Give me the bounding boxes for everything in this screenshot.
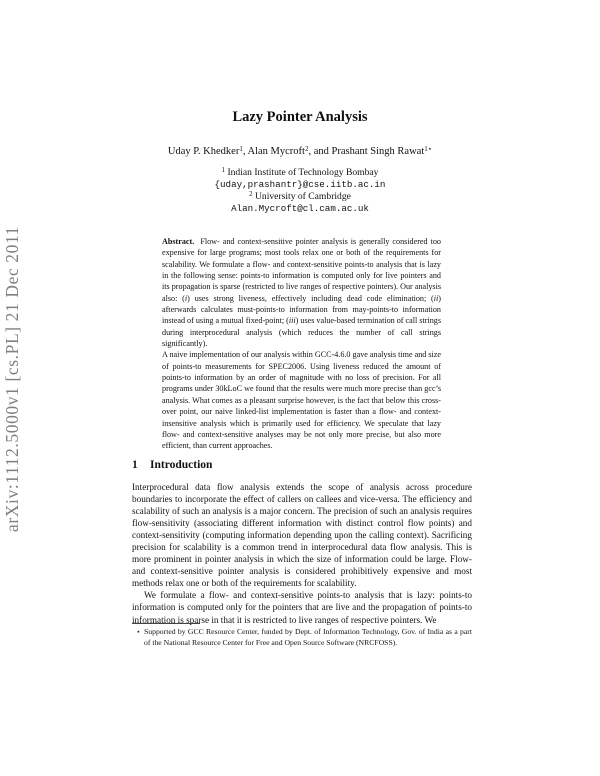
abstract-enum-iii: iii [288, 316, 296, 326]
section-heading-introduction [132, 459, 212, 471]
author-khedker-affil-mark: 1 [239, 145, 243, 153]
author-mycroft-affil-mark: 2 [304, 145, 309, 153]
email-cambridge: Alan.Mycroft@cl.cam.ac.uk [231, 203, 369, 214]
footnote-text: Supported by GCC Resource Center, funded by Dept. of Information Technology, Gov. of India as a part of the National Resource Center for Free and Open Source Software (NRCFOSS). [144, 627, 472, 647]
affiliation-iit-bombay [0, 167, 600, 178]
body-paragraph-1: Interprocedural data flow analysis extends the scope of analysis across procedure boundaries to incorporate the effect of callers on callees and vice-versa. The efficiency and scalability of such an analysis is a major concern. The precision of such an analysis requires flow-sensitivity (associating different information with distinct control flow points) and context-sensitivity (computing information depending upon the calling context). Sacrificing precision for scalability is a common trend in interprocedural data flow analysis. This is more prominent in pointer analysis in which the size of information could be large. Flow- and context-sensitive pointer analysis is considered prohibitively expensive and most methods relax one or both of the requirements for scalability. [132, 482, 472, 589]
abstract-text: ) uses strong liveness, effectively including dead code elimination; ( [187, 293, 434, 303]
author-list [0, 146, 600, 157]
section-title: Introduction [150, 459, 213, 471]
affiliation-1-name: Indian Institute of Technology Bombay [227, 167, 379, 178]
abstract-text: ) uses value-based termination of call strings during interprocedural analysis (which reduces the number of call strings significantly). [162, 316, 441, 349]
affiliation-1-mark: 1 [221, 166, 226, 174]
author-mycroft: , Alan Mycroft [242, 146, 305, 157]
email-iit-bombay: {uday,prashantr}@cse.iitb.ac.in [214, 179, 386, 190]
footnote [132, 627, 472, 648]
arxiv-identifier-stamp: arXiv:1112.5000v1 [cs.PL] 21 Dec 2011 [2, 225, 22, 532]
introduction-body [132, 481, 472, 626]
abstract-text: ) afterwards calculates must-points-to information from may-points-to information instead of using a mutual fixed-point; ( [162, 293, 441, 326]
abstract-enum-ii: ii [433, 293, 439, 303]
abstract-text: Flow- and context-sensitive pointer analysis is generally considered too expensive for large programs; most tools relax one or both of the requirements for scalability. We formulate a flow- and context-sensitive points-to analysis that is lazy in the following sense: points-to information is computed only for live pointers and its propagation is sparse (restricted to live ranges of respective pointers). Our analysis also: ( [162, 237, 441, 303]
author-rawat: , and Prashant Singh Rawat [308, 146, 425, 157]
author-rawat-affil-mark: 1⋆ [424, 145, 433, 153]
affiliation-cambridge [0, 191, 600, 202]
author-khedker: Uday P. Khedker [167, 146, 240, 157]
abstract-enum-i: i [184, 293, 188, 303]
footnote-mark: ⋆ [136, 627, 141, 636]
paper-title: Lazy Pointer Analysis [232, 109, 368, 125]
section-number: 1 [132, 459, 138, 471]
affiliation-2-name: University of Cambridge [254, 191, 351, 202]
abstract-paragraph-1 [162, 236, 441, 349]
abstract-paragraph-2: A naive implementation of our analysis within GCC-4.6.0 gave analysis time and size of points-to measurements for SPEC2006. Using liveness reduced the amount of points-to information by an order of magnitude with no loss of precision. For all programs under 30kLoC we found that the results were much more precise than gcc’s analysis. What comes as a pleasant surprise however, is the fact that below this cross-over point, our naive linked-list implementation is faster than a flow- and context-insensitive analysis which is primarily used for efficiency. We speculate that lazy flow- and context-sensitive analyses may be not only more precise, but also more efficient, than current approaches. [162, 350, 441, 451]
footnote-rule [132, 623, 200, 624]
abstract [162, 236, 441, 452]
body-paragraph-2: We formulate a flow- and context-sensitive points-to analysis that is lazy: points-to information is computed only for the pointers that are live and the propagation of points-to information is sparse in that it is restricted to live ranges of respective pointers. We [132, 590, 472, 625]
abstract-label: Abstract. [162, 237, 195, 246]
affiliation-2-mark: 2 [249, 190, 253, 198]
